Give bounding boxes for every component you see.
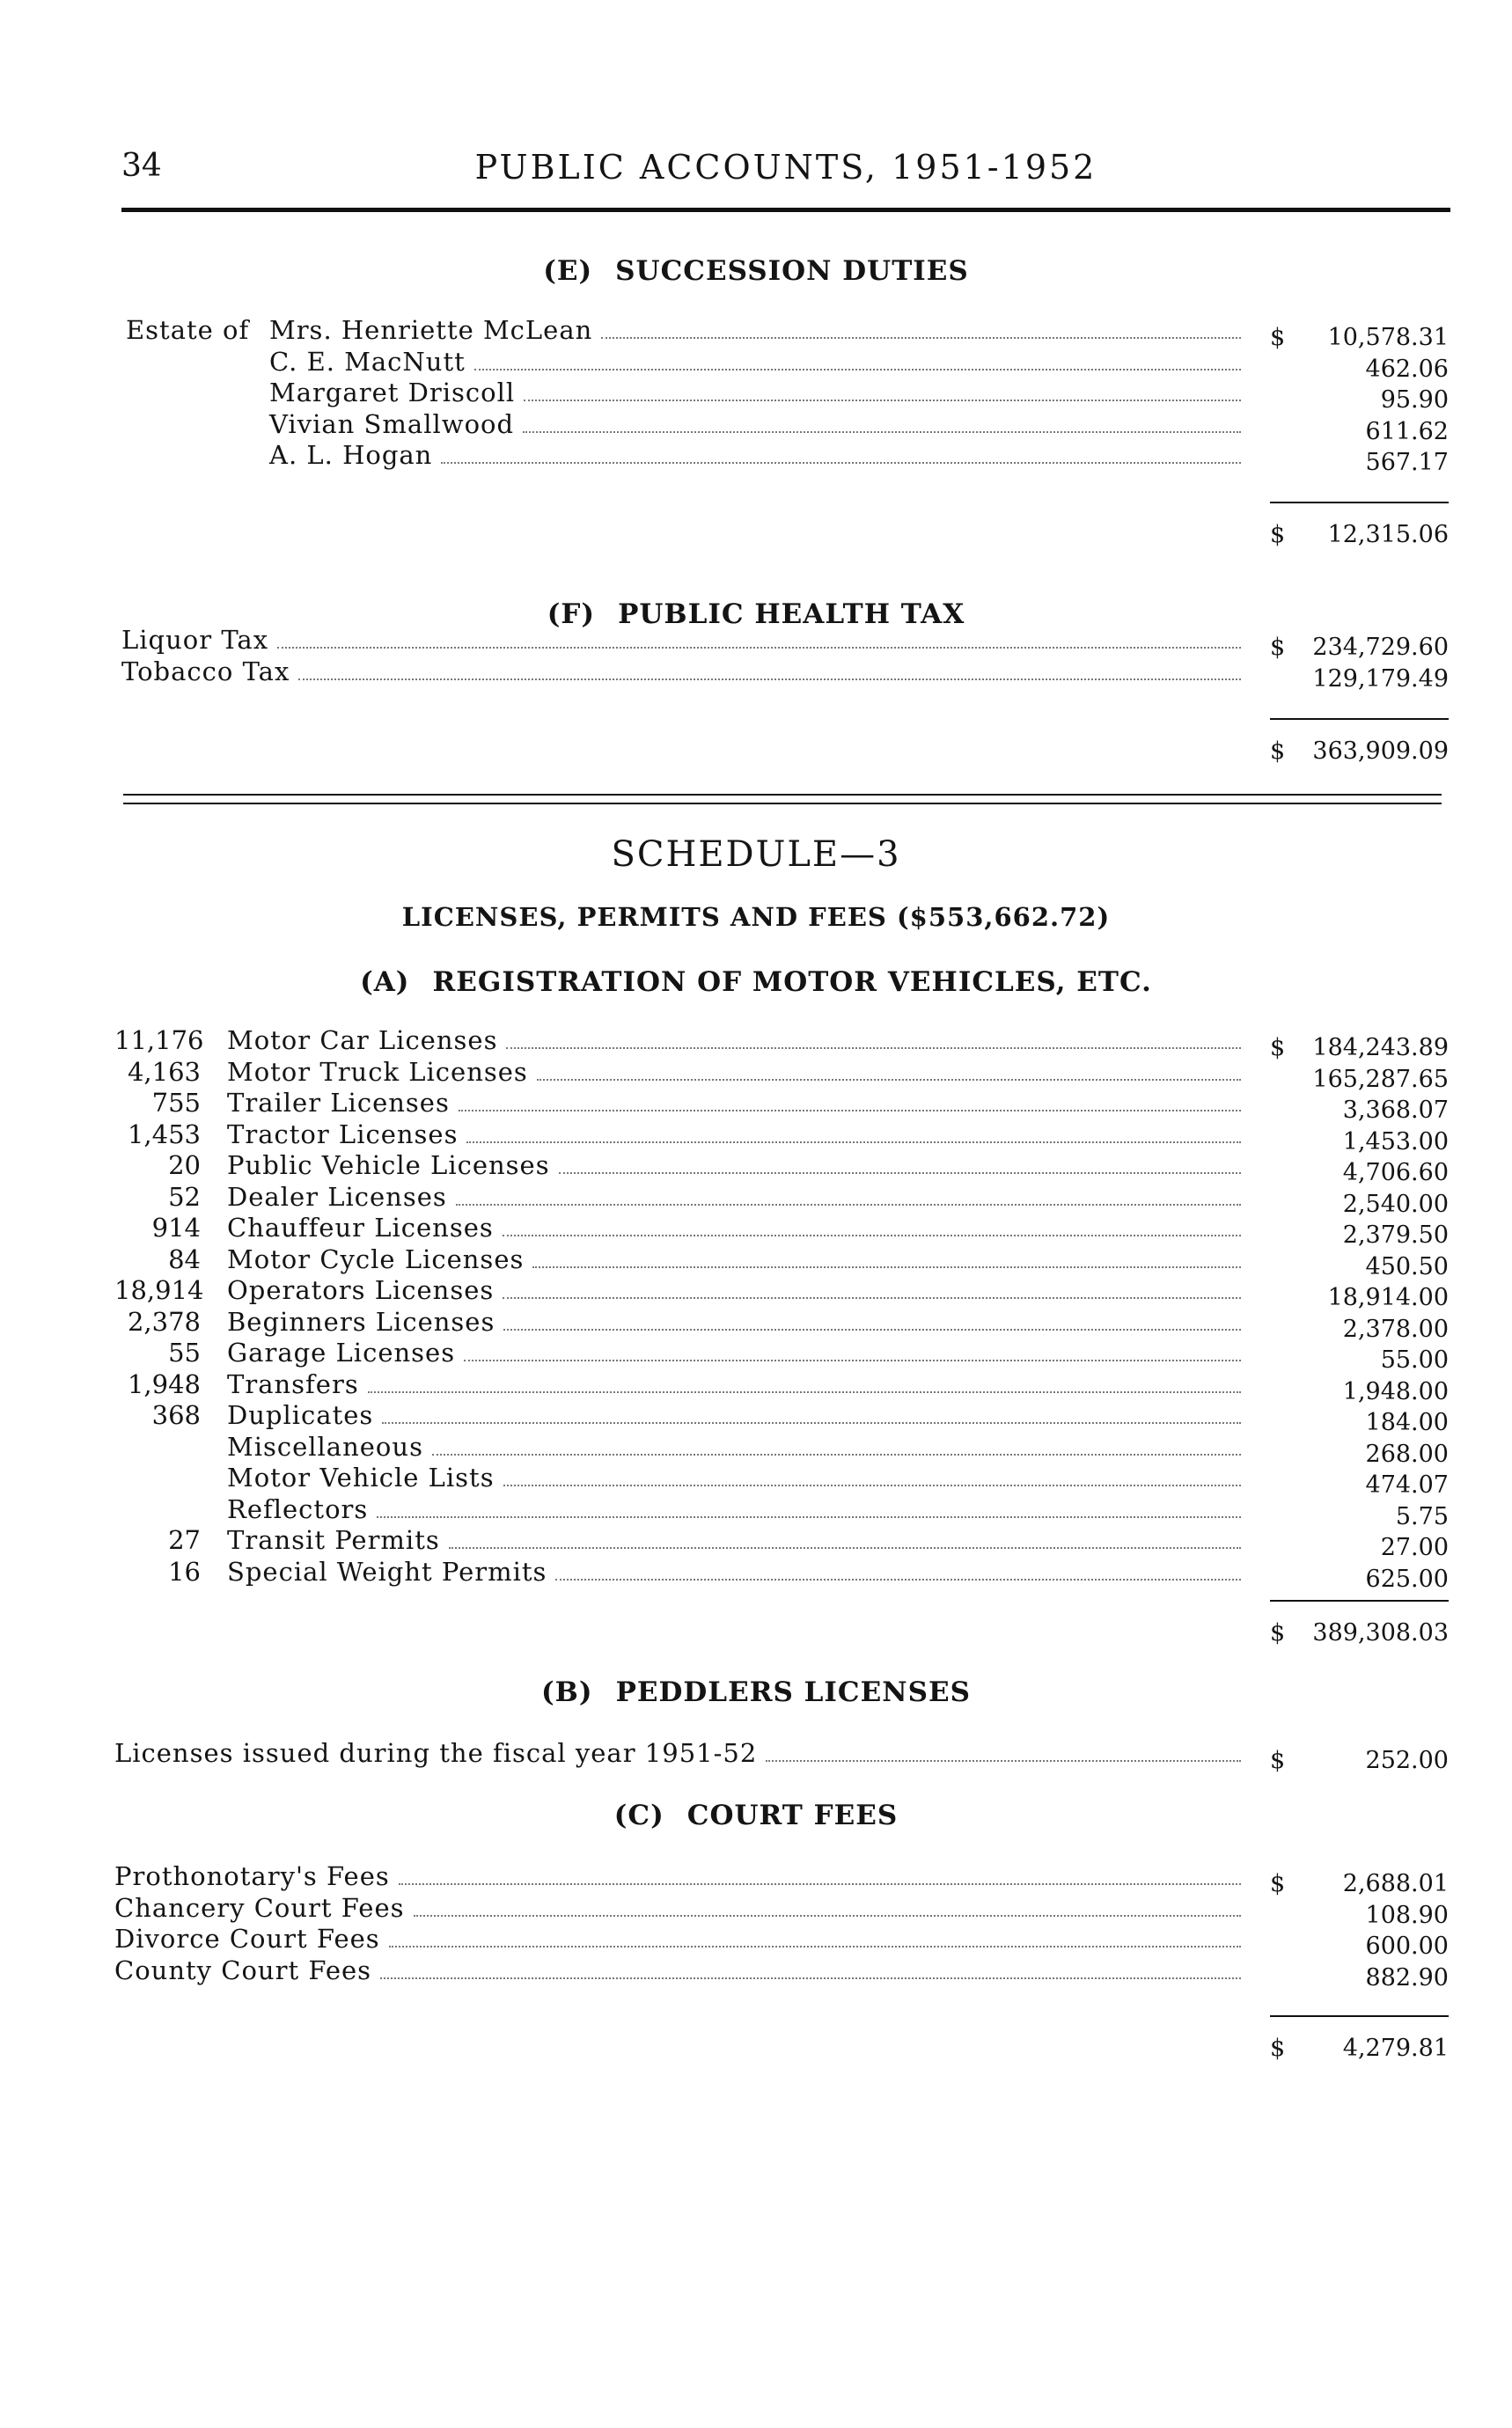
table-row [0, 1119, 1512, 1155]
row-amount: 625.00 [1365, 1565, 1449, 1593]
row-label: Tobacco Tax [121, 656, 290, 686]
table-row [0, 1861, 1512, 1897]
row-amount: 2,378.00 [1342, 1315, 1449, 1343]
row-amount: 268.00 [1365, 1440, 1449, 1468]
dollar-sign: $ [1270, 1619, 1286, 1647]
row-amount: 474.07 [1365, 1471, 1449, 1499]
leader-dots [277, 647, 1241, 649]
public-health-tax-total [0, 718, 1512, 765]
page-header-title: PUBLIC ACCOUNTS, 1951-1952 [474, 148, 1097, 187]
header-rule [121, 208, 1450, 212]
row-count: 55 [168, 1338, 201, 1368]
row-label: Vivian Smallwood [269, 408, 515, 439]
row-count: 2,378 [127, 1306, 201, 1337]
dollar-sign: $ [1270, 634, 1286, 661]
table-row [0, 1150, 1512, 1186]
row-count: 84 [168, 1243, 201, 1274]
row-label: Motor Cycle Licenses [227, 1243, 525, 1274]
row-label: C. E. MacNutt [269, 346, 466, 377]
leader-dots [449, 1547, 1241, 1549]
table-row [0, 1213, 1512, 1249]
section-heading-motor-vehicles [0, 966, 1512, 998]
row-label: Duplicates [227, 1400, 374, 1430]
row-label: Chancery Court Fees [114, 1892, 405, 1923]
leader-dots [382, 1422, 1241, 1424]
row-amount: 184.00 [1365, 1409, 1449, 1436]
row-label: Reflectors [227, 1493, 369, 1524]
peddlers-licenses-table [0, 1738, 1512, 1774]
dollar-sign: $ [1270, 2035, 1286, 2062]
row-label: Beginners Licenses [227, 1306, 495, 1337]
row-label: A. L. Hogan [269, 440, 433, 470]
leader-dots [474, 369, 1241, 370]
table-row [0, 1368, 1512, 1405]
row-amount: 95.90 [1380, 386, 1449, 414]
row-count: 20 [168, 1150, 201, 1180]
row-label: Motor Truck Licenses [227, 1056, 528, 1087]
table-row [0, 1243, 1512, 1280]
table-row [0, 1338, 1512, 1374]
table-row [0, 1306, 1512, 1343]
row-label: Motor Car Licenses [227, 1025, 498, 1055]
row-amount: 252.00 [1365, 1747, 1449, 1774]
leader-dots [503, 1485, 1241, 1486]
table-row [0, 656, 1512, 693]
row-label: Mrs. Henriette McLean [269, 315, 593, 345]
row-count: 27 [168, 1525, 201, 1555]
row-amount: 611.62 [1365, 417, 1449, 445]
leader-dots [298, 679, 1241, 680]
total-amount: 4,279.81 [1342, 2035, 1449, 2062]
succession-duties-table [0, 315, 1512, 476]
row-label: Public Vehicle Licenses [227, 1150, 550, 1180]
table-row [0, 440, 1512, 476]
leader-dots [532, 1266, 1241, 1268]
leader-dots [464, 1360, 1241, 1361]
row-label: Chauffeur Licenses [227, 1213, 494, 1243]
table-row [0, 1025, 1512, 1061]
row-amount: 1,453.00 [1342, 1127, 1449, 1155]
total-rule [1270, 718, 1449, 720]
row-count: 16 [168, 1556, 201, 1587]
leader-dots [399, 1883, 1241, 1885]
row-label: Operators Licenses [227, 1275, 495, 1305]
leader-dots [432, 1454, 1241, 1456]
row-label: Trailer Licenses [227, 1088, 450, 1118]
table-row [0, 378, 1512, 414]
row-count: 52 [168, 1181, 201, 1212]
leader-dots [368, 1391, 1241, 1393]
row-count: 1,948 [127, 1368, 201, 1399]
row-amount: 3,368.07 [1342, 1097, 1449, 1124]
row-label: Margaret Driscoll [269, 378, 516, 407]
row-amount: 18,914.00 [1327, 1284, 1449, 1311]
row-label: County Court Fees [114, 1955, 372, 1985]
leader-dots [503, 1329, 1241, 1331]
table-row [0, 1056, 1512, 1093]
leader-dots [466, 1141, 1241, 1143]
section-title: REGISTRATION OF MOTOR VEHICLES, ETC. [432, 966, 1152, 998]
row-label: Garage Licenses [227, 1338, 456, 1368]
row-amount: 882.90 [1365, 1963, 1449, 1992]
total-rule [1270, 1600, 1449, 1602]
row-amount: 4,706.60 [1342, 1159, 1449, 1186]
row-amount: 5.75 [1395, 1502, 1449, 1530]
leader-dots [503, 1297, 1241, 1299]
row-amount: 2,540.00 [1342, 1190, 1449, 1218]
row-label: Transit Permits [227, 1525, 440, 1555]
leader-dots [380, 1977, 1241, 1979]
row-amount: 234,729.60 [1312, 634, 1449, 661]
row-amount: 27.00 [1380, 1534, 1449, 1561]
leader-dots [766, 1760, 1241, 1762]
section-heading-succession-duties [0, 255, 1512, 287]
row-amount: 2,379.50 [1342, 1221, 1449, 1249]
section-tag: (B) [541, 1676, 593, 1708]
row-label: Tractor Licenses [227, 1119, 459, 1149]
section-double-rule [123, 794, 1442, 804]
section-title: SUCCESSION DUTIES [615, 255, 969, 287]
row-count: 11,176 [114, 1025, 204, 1055]
motor-vehicle-total [0, 1600, 1512, 1647]
table-row [0, 1431, 1512, 1468]
row-label: Liquor Tax [121, 625, 269, 655]
row-count: 4,163 [127, 1056, 201, 1087]
row-amount: 2,688.01 [1342, 1870, 1449, 1897]
leader-dots [441, 462, 1241, 464]
leader-dots [506, 1047, 1241, 1049]
total-amount: 12,315.06 [1327, 521, 1449, 548]
public-health-tax-table [0, 625, 1512, 693]
schedule-title: SCHEDULE—3 [611, 834, 901, 875]
table-row [0, 1924, 1512, 1960]
succession-duties-total [0, 502, 1512, 548]
section-title: COURT FEES [686, 1800, 899, 1831]
row-amount: 55.00 [1380, 1346, 1449, 1374]
row-label: Miscellaneous [227, 1431, 423, 1462]
court-fees-total [0, 2015, 1512, 2062]
leader-dots [601, 337, 1241, 339]
row-label: Licenses issued during the fiscal year 1951-52 [114, 1738, 758, 1768]
section-title: PUBLIC HEALTH TAX [618, 598, 965, 630]
row-count: 914 [151, 1213, 201, 1243]
table-row [0, 1463, 1512, 1499]
total-amount: 389,308.03 [1312, 1619, 1449, 1647]
table-row [0, 408, 1512, 445]
dollar-sign: $ [1270, 1870, 1286, 1897]
table-row [0, 1892, 1512, 1929]
table-row [0, 1955, 1512, 1992]
table-row [0, 1400, 1512, 1436]
row-amount: 450.50 [1365, 1252, 1449, 1280]
leader-dots [389, 1946, 1241, 1948]
row-amount: 600.00 [1365, 1933, 1449, 1960]
section-tag: (F) [547, 598, 596, 630]
section-title: PEDDLERS LICENSES [615, 1676, 971, 1708]
section-tag: (E) [543, 255, 593, 287]
leader-dots [459, 1110, 1241, 1111]
row-count: 368 [151, 1400, 201, 1430]
row-label: Dealer Licenses [227, 1181, 447, 1212]
table-row [0, 315, 1512, 351]
court-fees-table [0, 1861, 1512, 1992]
dollar-sign: $ [1270, 1747, 1286, 1774]
total-amount: 363,909.09 [1312, 737, 1449, 765]
table-row [0, 625, 1512, 661]
dollar-sign: $ [1270, 737, 1286, 765]
row-label: Transfers [227, 1368, 359, 1399]
row-amount: 1,948.00 [1342, 1377, 1449, 1405]
table-row [0, 1088, 1512, 1124]
row-amount: 462.06 [1365, 355, 1449, 383]
table-row [0, 346, 1512, 383]
row-count: 18,914 [114, 1275, 204, 1305]
estate-prefix: Estate of [126, 315, 250, 345]
section-tag: (C) [613, 1800, 664, 1831]
page-number: 34 [121, 148, 162, 184]
leader-dots [503, 1235, 1241, 1236]
running-head [121, 148, 1450, 201]
row-label: Special Weight Permits [227, 1556, 547, 1587]
leader-dots [537, 1079, 1241, 1081]
total-rule [1270, 2015, 1449, 2017]
leader-dots [559, 1172, 1241, 1174]
leader-dots [555, 1579, 1241, 1581]
row-label: Prothonotary's Fees [114, 1861, 390, 1891]
table-row [0, 1493, 1512, 1530]
row-amount: 184,243.89 [1312, 1034, 1449, 1061]
table-row [0, 1181, 1512, 1218]
row-label: Divorce Court Fees [114, 1924, 380, 1954]
section-heading-peddlers-licenses [0, 1676, 1512, 1708]
row-amount: 10,578.31 [1327, 324, 1449, 351]
leader-dots [456, 1204, 1241, 1206]
row-amount: 129,179.49 [1312, 664, 1449, 693]
table-row [0, 1738, 1512, 1774]
leader-dots [524, 400, 1241, 401]
motor-vehicle-table [0, 1025, 1512, 1593]
row-amount: 165,287.65 [1312, 1065, 1449, 1093]
table-row [0, 1525, 1512, 1561]
leader-dots [377, 1516, 1241, 1518]
leader-dots [414, 1915, 1241, 1917]
row-amount: 567.17 [1365, 449, 1449, 476]
total-rule [1270, 502, 1449, 503]
leader-dots [523, 431, 1241, 433]
section-heading-court-fees [0, 1800, 1512, 1831]
dollar-sign: $ [1270, 521, 1286, 548]
row-label: Motor Vehicle Lists [227, 1463, 495, 1493]
dollar-sign: $ [1270, 1034, 1286, 1061]
table-row [0, 1275, 1512, 1311]
section-tag: (A) [360, 966, 410, 998]
row-count: 1,453 [127, 1119, 201, 1149]
dollar-sign: $ [1270, 324, 1286, 351]
row-amount: 108.90 [1365, 1901, 1449, 1929]
table-row [0, 1556, 1512, 1593]
row-count: 755 [151, 1088, 201, 1118]
schedule-subtitle: LICENSES, PERMITS AND FEES ($553,662.72) [401, 902, 1111, 932]
